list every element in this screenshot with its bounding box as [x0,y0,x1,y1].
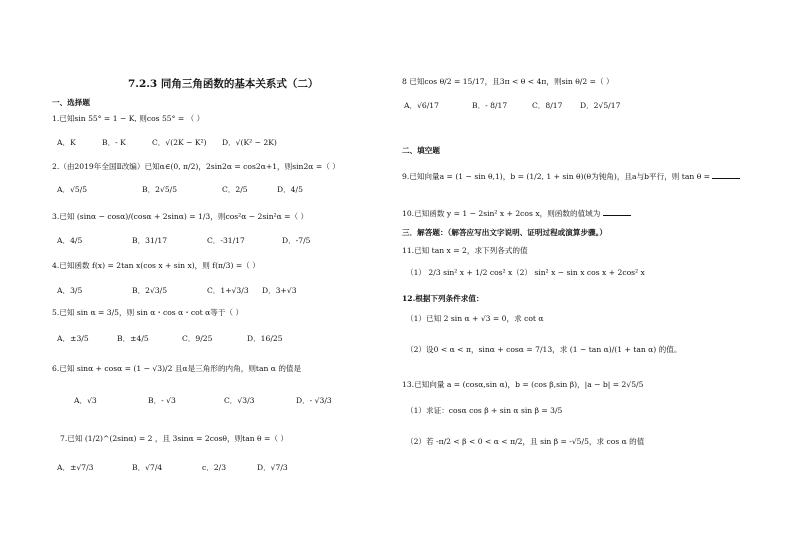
q4-option-a: A．3/5 [57,286,83,295]
q7-option-a: A．±√7/3 [57,463,94,472]
question-9-text: 9.已知向量a = (1 − sin θ,1)，b = (1/2, 1 + sin θ)(θ为钝角)，且a与b平行，则 tan θ = [402,172,711,181]
question-13-stem: 13.已知向量 a = (cosα,sin α)，b = (cos β,sin β)，|a − b| = 2√5/5 [402,380,644,389]
question-11-part-2: （2） sin² x − sin x cos x + 2cos² x [512,268,645,277]
question-13-part-2: （2）若 -π/2 < β < 0 < α < π/2，且 sin β = -√5/5，求 cos α 的值 [406,437,645,446]
question-6-stem: 6.已知 sinα + cosα = (1 − √3)/2 且α是三角形的内角，则tan α 的值是 [52,364,302,373]
q2-option-d: D．4/5 [277,185,303,194]
question-1-stem: 1.已知sin 55° = 1 − K, 则cos 55° = （ ） [52,114,205,123]
q4-option-b: B．2√3/5 [132,286,168,295]
section-choice-heading: 一、选择题 [52,98,90,107]
q5-option-c: C．9/25 [182,334,213,343]
q6-option-a: A．√3 [74,396,97,405]
q8-option-b: B．- 8/17 [472,101,508,110]
question-11-stem: 11.已知 tan x = 2，求下列各式的值 [402,246,528,255]
q1-option-d: D．√(K² − 2K) [222,138,277,147]
section-fill-heading: 二、填空题 [402,146,440,155]
question-7-stem: 7.已知 (1/2)^(2sinα) = 2 ，且 3sinα = 2cosθ，则tan θ =（ ） [60,434,289,443]
q1-option-a: A．K [57,138,76,147]
question-11-part-1: （1） 2/3 sin² x + 1/2 cos² x [406,268,513,277]
q10-answer-blank[interactable] [603,208,631,216]
q3-option-c: C．-31/17 [207,236,245,245]
q6-option-c: C．√3/3 [224,396,255,405]
q9-answer-blank[interactable] [712,171,740,179]
q4-option-c: C．1+√3/3 [207,286,249,295]
q5-option-b: B．±4/5 [117,334,149,343]
question-5-stem: 5.已知 sin α = 3/5，则 sin α・cos α・cot α等于（ ） [52,308,244,317]
q3-option-a: A．4/5 [57,236,83,245]
q7-option-b: B．√7/4 [132,463,163,472]
q4-option-d: D．3+√3 [262,286,297,295]
question-12-stem: 12.根据下列条件求值： [402,294,484,303]
q8-option-c: C．8/17 [532,101,563,110]
question-4-stem: 4.已知函数 f(x) = 2tan x(cos x + sin x)，则 f(π/3) =（ ） [52,261,260,270]
q6-option-b: B．- √3 [148,396,176,405]
q5-option-a: A．±3/5 [57,334,89,343]
section-solve-heading: 三．解答题：（解答应写出文字说明、证明过程或演算步骤。） [402,228,608,237]
q1-option-b: B．- K [102,138,126,147]
question-3-stem: 3.已知 (sinα − cosα)/(cosα + 2sinα) = 1/3，则cos²α − 2sin²α =（ ） [52,212,309,221]
q6-option-d: D．- √3/3 [296,396,332,405]
q1-option-c: C．√(2K − K²) [152,138,207,147]
q3-option-b: B．31/17 [132,236,168,245]
question-12-part-1: （1）已知 2 sin α + √3 = 0，求 cot α [406,314,544,323]
question-8-stem: 8 已知cos θ/2 = 15/17，且3π < θ < 4π，则sin θ/2 =（ ） [402,77,614,86]
question-10-text: 10.已知函数 y = 1 − 2sin² x + 2cos x，则函数的值域为 [402,209,601,218]
q2-option-a: A．√5/5 [57,185,88,194]
question-12-part-2: （2）设0 < α < π，sinα + cosα = 7/13，求 (1 − tan α)/(1 + tan α) 的值。 [406,345,682,354]
q8-option-a: A．√6/17 [404,101,439,110]
question-10 [402,208,631,219]
question-9 [402,171,740,182]
q7-option-c: c．2/3 [202,463,227,472]
question-13-part-1: （1）求证：cosα cos β + sin α sin β = 3/5 [406,406,563,415]
q7-option-d: D．√7/3 [257,463,288,472]
q2-option-b: B．2√5/5 [142,185,178,194]
page-title: 7.2.3 同角三角函数的基本关系式（二） [128,78,319,90]
q8-option-d: D．2√5/17 [580,101,621,110]
q3-option-d: D．-7/5 [282,236,311,245]
q2-option-c: C．2/5 [222,185,248,194]
question-2-stem: 2.（由2019年全国Ⅱ改编）已知α∈(0, π/2)，2sin2α = cos2α+1，则sin2α =（ ） [52,162,340,171]
q5-option-d: D．16/25 [247,334,283,343]
